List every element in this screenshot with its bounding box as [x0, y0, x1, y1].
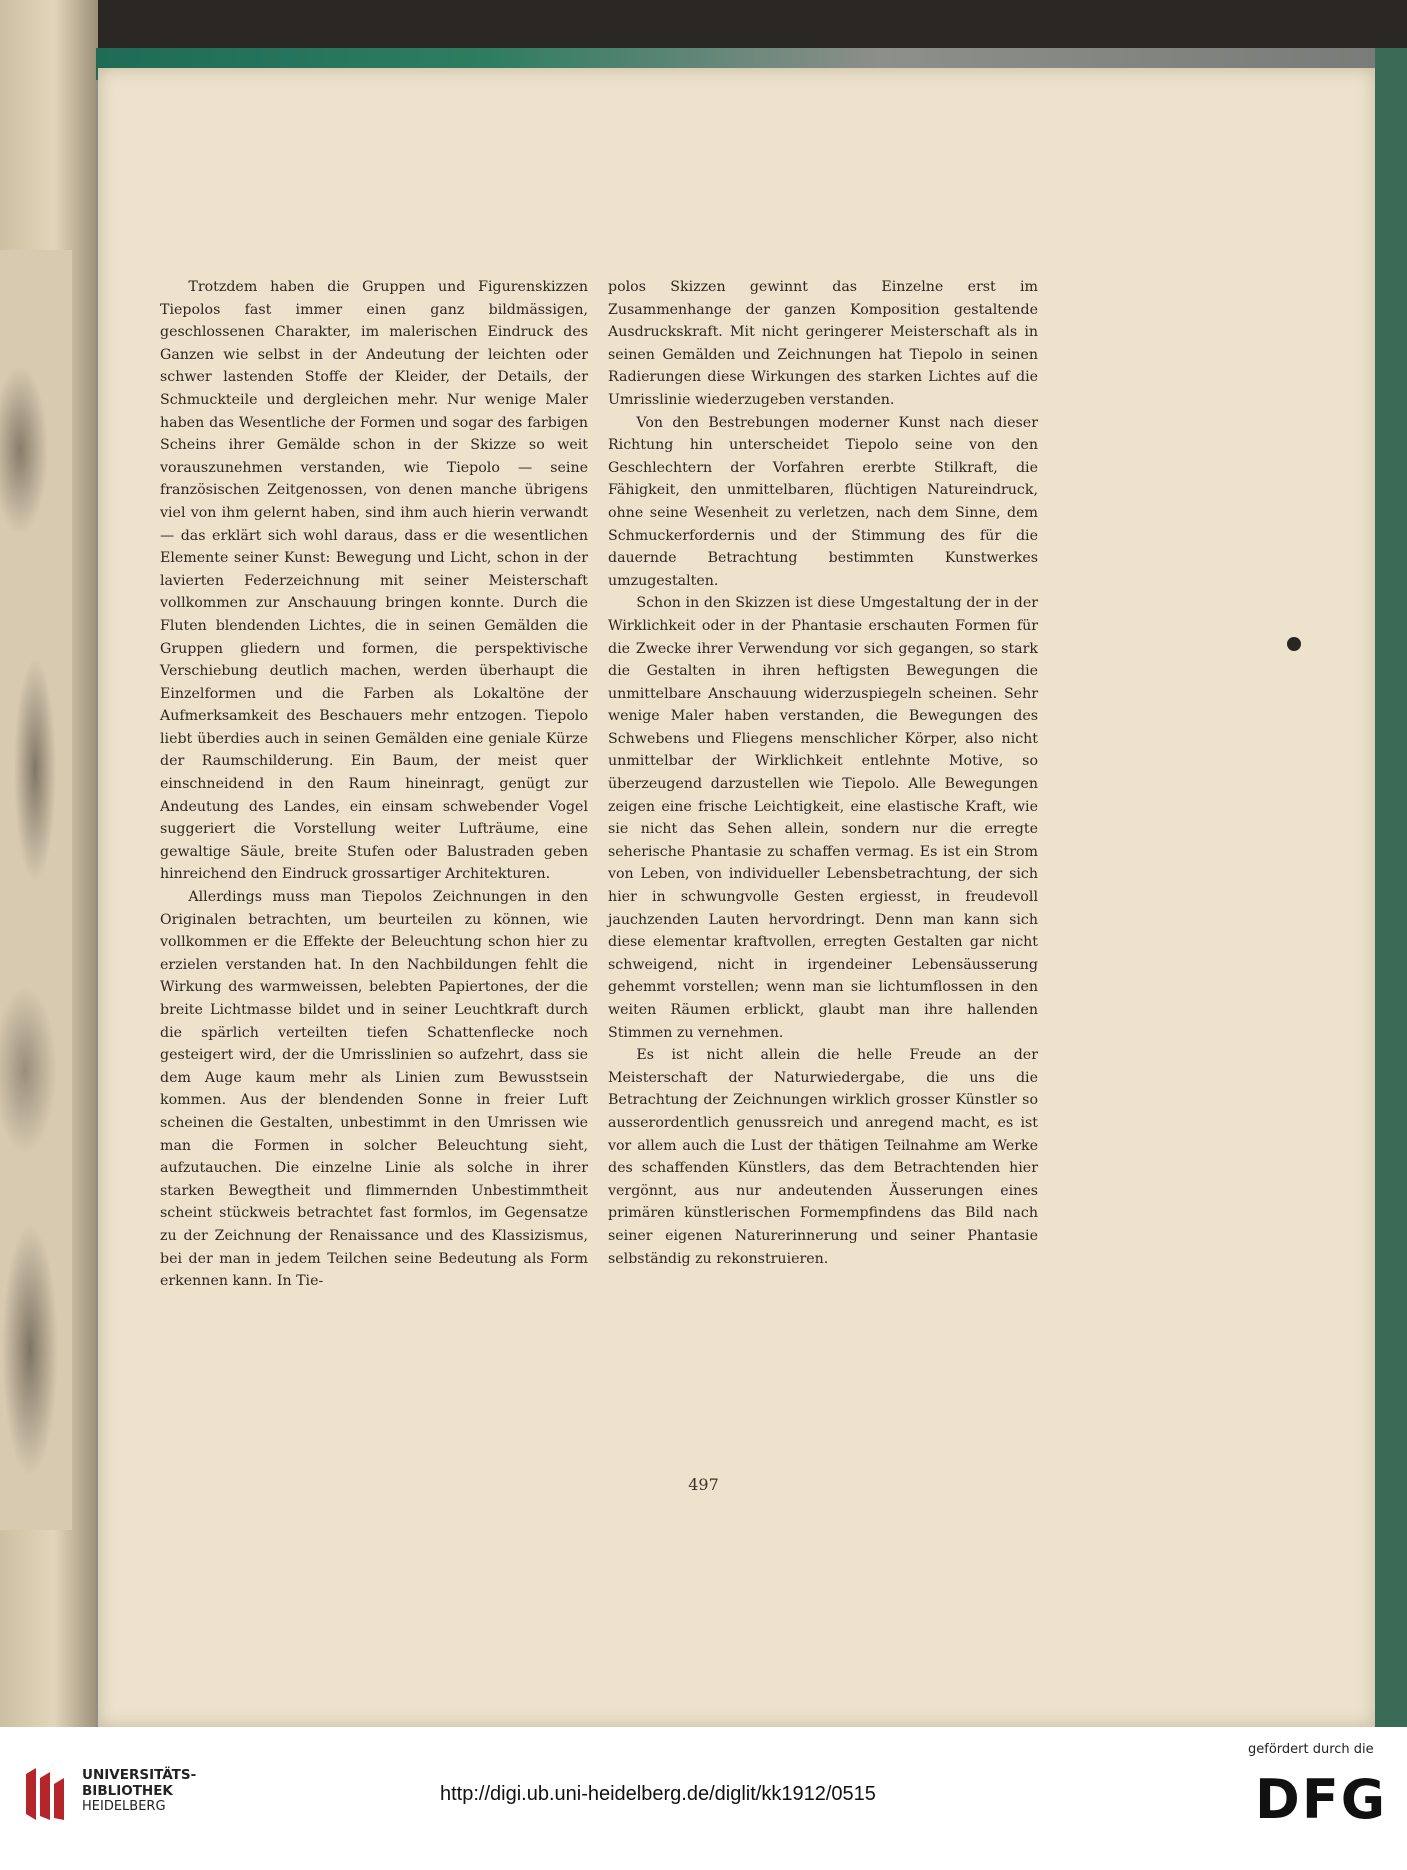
paragraph: polos Skizzen gewinnt das Einzelne erst im Zusammenhange der ganzen Komposition gestaltende Ausdruckskraft. Mit nicht geringerer Meisterschaft als in seinen Gemälden und Zeichnungen hat Tiepolo in seinen Radierungen diese Wirkungen des starken Lichtes auf die Umrisslinie wiederzugeben verstanden. — [608, 279, 1038, 408]
library-name[interactable] — [82, 1767, 196, 1815]
dfg-logo[interactable]: DFG — [1255, 1768, 1388, 1831]
funding-note: gefördert durch die — [1248, 1742, 1374, 1757]
library-name-line1: UNIVERSITÄTS- — [82, 1767, 197, 1783]
right-text-column — [608, 276, 1038, 1270]
library-name-line3: HEIDELBERG — [82, 1799, 166, 1814]
paragraph: Trotzdem haben die Gruppen und Figurenskizzen Tiepolos fast immer einen ganz bildmässigen, geschlossenen Charakter, im malerischen Eindruck des Ganzen wie selbst in der Andeutung der leichten oder schwer lastenden Stoffe der Kleider, der Details, der Schmuckteile und dergleichen mehr. Nur wenige Maler haben das Wesentliche der Formen und sogar des farbigen Scheins ihrer Gemälde schon in der Skizze so weit vorauszunehmen verstanden, wie Tiepolo — seine französischen Zeitgenossen, von denen manche übrigens viel von ihm gelernt haben, sind ihm auch hierin verwandt — das erklärt sich wohl daraus, dass er die wesentlichen Elemente seiner Kunst: Bewegung und Licht, schon in der lavierten Federzeichnung mit seiner Meisterschaft vollkommen zur Anschauung bringen konnte. Durch die Fluten blendenden Lichtes, die in seinen Gemälden die Gruppen gliedern und formen, die perspektivische Verschiebung deutlich machen, werden überhaupt die Einzelformen und die Farben als Lokaltöne der Aufmerksamkeit des Beschauers mehr entzogen. Tiepolo liebt überdies auch in seinen Gemälden eine geniale Kürze der Raumschilderung. Ein Baum, der meist quer einschneidend in den Raum hineinragt, genügt zur Andeutung des Landes, ein einsam schwebender Vogel suggeriert die Vorstellung weiter Lufträume, eine gewaltige Säule, breite Stufen oder Balustraden geben hinreichend den Eindruck grossartiger Architekturen. — [160, 279, 588, 883]
left-page-edge — [0, 0, 98, 1727]
board-tack — [1287, 637, 1301, 651]
left-page-drawing — [0, 250, 72, 1530]
paragraph: Allerdings muss man Tiepolos Zeichnungen in den Originalen betrachten, um beurteilen zu können, wie vollkommen er die Effekte der Beleuchtung schon hier zu erzielen verstanden hat. In den Nachbildungen fehlt die Wirkung des warmweissen, belebten Papiertones, der die breite Lichtmasse bildet und in seiner Leuchtkraft durch die spärlich verteilten tiefen Schattenflecke noch gesteigert wird, der die Umrisslinien so aufzehrt, dass sie dem Auge kaum mehr als Linien zum Bewusstsein kommen. Aus der blendenden Sonne in freier Luft scheinen die Gestalten, unbestimmt in den Umrissen wie man die Formen in solcher Beleuchtung sieht, aufzutauchen. Die einzelne Linie als solche in ihrer starken Bewegtheit und flimmernden Unbestimmtheit scheint stückweis betrachtet fast formlos, im Gegensatze zu der Zeichnung der Renaissance und des Klassizismus, bei der man in jedem Teilchen seine Bedeutung als Form erkennen kann. In Tie- — [160, 889, 588, 1290]
page-number: 497 — [688, 1475, 719, 1494]
paragraph: Schon in den Skizzen ist diese Umgestaltung der in der Wirklichkeit oder in der Phantasie erschauten Formen für die Zwecke ihrer Verwendung vor sich gegangen, so stark die Gestalten in ihren heftigsten Bewegungen die unmittelbare Anschauung widerzuspiegeln scheinen. Sehr wenige Maler haben verstanden, die Bewegungen des Schwebens und Fliegens menschlicher Körper, also nicht unmittelbar der Wirklichkeit entlehnte Motive, so überzeugend darzustellen wie Tiepolo. Alle Bewegungen zeigen eine frische Leichtigkeit, eine elastische Kraft, wie sie nicht das Sehen allein, sondern nur die erregte seherische Phantasie zu schaffen vermag. Es ist ein Strom von Leben, von individueller Lebensbetrachtung, der sich hier in schwungvolle Gesten ergiesst, in freudevoll jauchzenden Lauten hervordringt. Denn man kann sich diese elementar kraftvollen, erregten Gestalten gar nicht schweigend, nicht in irgendeiner Lebensäusserung gehemmt vorstellen; wenn man sie lichtumflossen in den weiten Räumen erblickt, glaubt man ihre hallenden Stimmen zu vernehmen. — [608, 595, 1038, 1041]
library-name-line2: BIBLIOTHEK — [82, 1783, 173, 1799]
paragraph: Von den Bestrebungen moderner Kunst nach dieser Richtung hin unterscheidet Tiepolo seine von den Geschlechtern der Vorfahren ererbte Stilkraft, die Fähigkeit, den unmittelbaren, flüchtigen Natureindruck, ohne seine Wesenheit zu verletzen, nach dem Sinne, dem Schmuckerfordernis und der Stimmung des für die dauernde Betrachtung bestimmten Kunstwerkes umzugestalten. — [608, 414, 1038, 589]
left-text-column — [160, 276, 588, 1293]
paragraph: Es ist nicht allein die helle Freude an der Meisterschaft der Naturwiedergabe, die uns die Betrachtung der Zeichnungen wirklich grosser Künstler so ausserordentlich genussreich und anregend macht, es ist vor allem auch die Lust der thätigen Teilnahme am Werke des schaffenden Künstlers, das dem Betrachtenden hier vergönnt, aus nur andeutenden Äusserungen eines primären künstlerischen Formempfindens das Bild nach seiner eigenen Naturerinnerung und seiner Phantasie selbständig zu rekonstruieren. — [608, 1047, 1038, 1267]
permalink-url[interactable]: http://digi.ub.uni-heidelberg.de/diglit/kk1912/0515 — [440, 1783, 876, 1805]
library-logo-icon[interactable] — [26, 1768, 72, 1820]
